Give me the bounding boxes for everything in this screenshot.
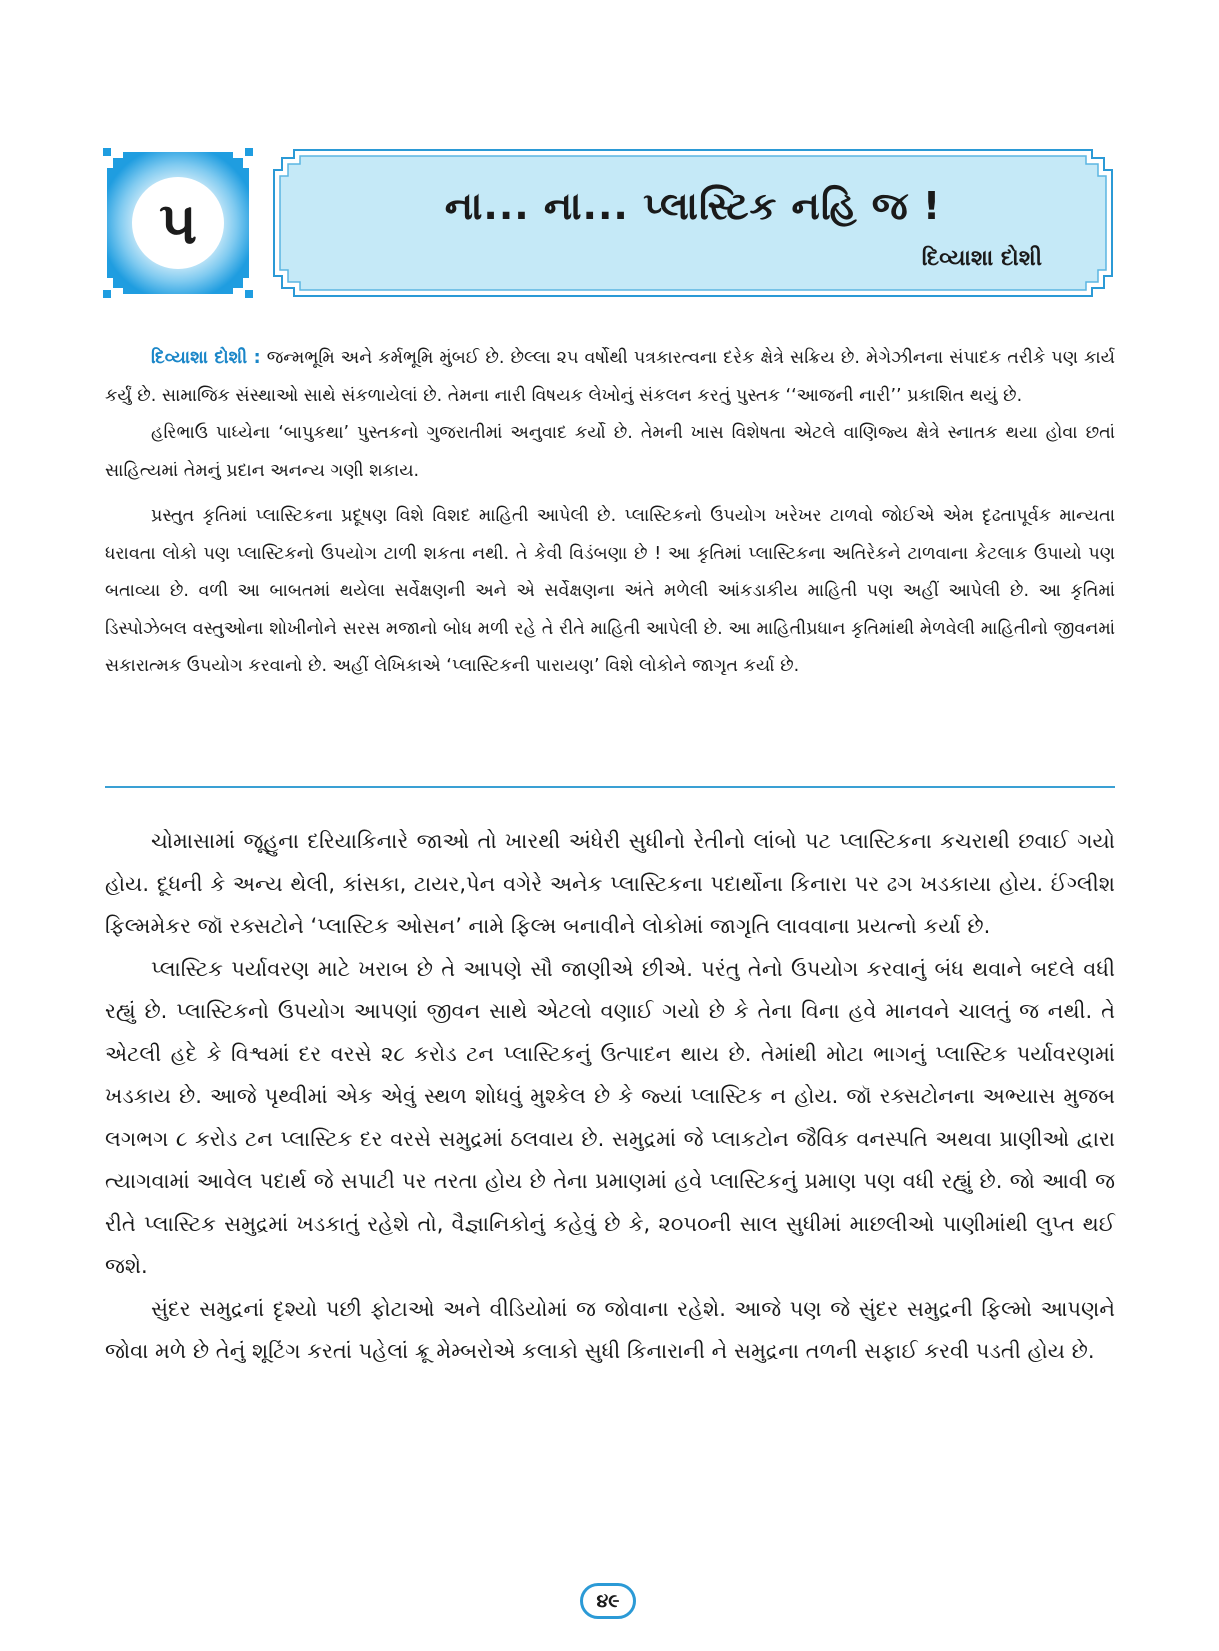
- body-paragraph: ચોમાસામાં જૂહુના દરિયાકિનારે જાઓ તો ખારથી અંધેરી સુધીનો રેતીનો લાંબો પટ પ્લાસ્ટિકના કચરાથી છવાઈ ગયો હોય. દૂધની કે અન્ય થેલી, કાંસકા, ટાયર,પેન વગેરે અનેક પ્લાસ્ટિકના પદાર્થોના કિનારા પર ઢગ ખડકાયા હોય. ઈંગ્લીશ ફિલ્મમેકર જૉ રક્સટોને ‘પ્લાસ્ટિક ઓસન’ નામે ફિલ્મ બનાવીને લોકોમાં જાગૃતિ લાવવાના પ્રયત્નો કર્યા છે.: [105, 829, 1115, 938]
- chapter-badge: [103, 148, 253, 298]
- body-paragraph: સુંદર સમુદ્રનાં દૃશ્યો પછી ફોટાઓ અને વીડિયોમાં જ જોવાના રહેશે. આજે પણ જે સુંદર સમુદ્રની ફિલ્મો આપણને જોવા મળે છે તેનું શૂટિંગ કરતાં પહેલાં ક્રૂ મેમ્બરોએ કલાકો સુધી કિનારાની ને સમુદ્રના તળની સફાઈ કરવી પડતી હોય છે.: [105, 1296, 1115, 1363]
- intro-paragraph: પ્રસ્તુત કૃતિમાં પ્લાસ્ટિકના પ્રદૂષણ વિશે વિશદ માહિતી આપેલી છે. પ્લાસ્ટિકનો ઉપયોગ ખરેખર ટાળવો જોઈએ એમ દૃઢતાપૂર્વક માન્યતા ધરાવતા લોકો પણ પ્લાસ્ટિકનો ઉપયોગ ટાળી શકતા નથી. તે કેવી વિડંબણા છે ! આ કૃતિમાં પ્લાસ્ટિકના અતિરેકને ટાળવાના કેટલાક ઉપાયો પણ બતાવ્યા છે. વળી આ બાબતમાં થયેલા સર્વેક્ષણની અને એ સર્વેક્ષણના અંતે મળેલી આંકડાકીય માહિતી પણ અહીં આપેલી છે. આ કૃતિમાં ડિસ્પોઝેબલ વસ્તુઓના શોખીનોને સરસ મજાનો બોધ મળી રહે તે રીતે માહિતી આપેલી છે. આ માહિતીપ્રધાન કૃતિમાંથી મેળવેલી માહિતીનો જીવનમાં સકારાત્મક ઉપયોગ કરવાનો છે. અહીં લેખિકાએ ‘પ્લાસ્ટિકની પારાયણ’ વિશે લોકોને જાગૃત કર્યા છે.: [105, 506, 1115, 676]
- author-intro: [105, 340, 1115, 686]
- page-number: ૪૯: [580, 1583, 636, 1619]
- intro-author-label: દિવ્યાશા દોશી :: [151, 348, 261, 368]
- article-body: [105, 820, 1115, 1373]
- title-panel: [272, 148, 1114, 298]
- section-divider: [105, 786, 1115, 788]
- chapter-author: દિવ્યાશા દોશી: [921, 246, 1042, 271]
- chapter-title: ના... ના... પ્લાસ્ટિક નહિ જ !: [444, 184, 942, 228]
- intro-paragraph: હરિભાઉ પાધ્યેના ‘બાપુકથા’ પુસ્તકનો ગુજરાતીમાં અનુવાદ કર્યો છે. તેમની ખાસ વિશેષતા એટલે વાણિજ્ય ક્ષેત્રે સ્નાતક થયા હોવા છતાં સાહિત્યમાં તેમનું પ્રદાન અનન્ય ગણી શકાય.: [105, 423, 1115, 481]
- chapter-number: ૫: [158, 188, 198, 257]
- body-paragraph: પ્લાસ્ટિક પર્યાવરણ માટે ખરાબ છે તે આપણે સૌ જાણીએ છીએ. પરંતુ તેનો ઉપયોગ કરવાનું બંધ થવાને બદલે વધી રહ્યું છે. પ્લાસ્ટિકનો ઉપયોગ આપણાં જીવન સાથે એટલો વણાઈ ગયો છે કે તેના વિના હવે માનવને ચાલતું જ નથી. તે એટલી હદે કે વિશ્વમાં દર વરસે ૨૮ કરોડ ટન પ્લાસ્ટિકનું ઉત્પાદન થાય છે. તેમાંથી મોટા ભાગનું પ્લાસ્ટિક પર્યાવરણમાં ખડકાય છે. આજે પૃથ્વીમાં એક એવું સ્થળ શોધવું મુશ્કેલ છે કે જ્યાં પ્લાસ્ટિક ન હોય. જૉ રક્સટોનના અભ્યાસ મુજબ લગભગ ૮ કરોડ ટન પ્લાસ્ટિક દર વરસે સમુદ્રમાં ઠલવાય છે. સમુદ્રમાં જે પ્લાકટોન જૈવિક વનસ્પતિ અથવા પ્રાણીઓ દ્વારા ત્યાગવામાં આવેલ પદાર્થ જે સપાટી પર તરતા હોય છે તેના પ્રમાણમાં હવે પ્લાસ્ટિકનું પ્રમાણ પણ વધી રહ્યું છે. જો આવી જ રીતે પ્લાસ્ટિક સમુદ્રમાં ખડકાતું રહેશે તો, વૈજ્ઞાનિકોનું કહેવું છે કે, ૨૦૫૦ની સાલ સુધીમાં માછલીઓ પાણીમાંથી લુપ્ત થઈ જશે.: [105, 956, 1115, 1278]
- intro-paragraph: [105, 340, 1115, 415]
- intro-paragraph-text: જન્મભૂમિ અને કર્મભૂમિ મુંબઈ છે. છેલ્લા ૨૫ વર્ષોથી પત્રકારત્વના દરેક ક્ષેત્રે સક્રિય છે. મેગેઝીનના સંપાદક તરીકે પણ કાર્ય કર્યું છે. સામાજિક સંસ્થાઓ સાથે સંકળાયેલાં છે. તેમના નારી વિષયક લેખોનું સંકલન કરતું પુસ્તક ‘‘આજની નારી’’ પ્રકાશિત થયું છે.: [105, 348, 1115, 406]
